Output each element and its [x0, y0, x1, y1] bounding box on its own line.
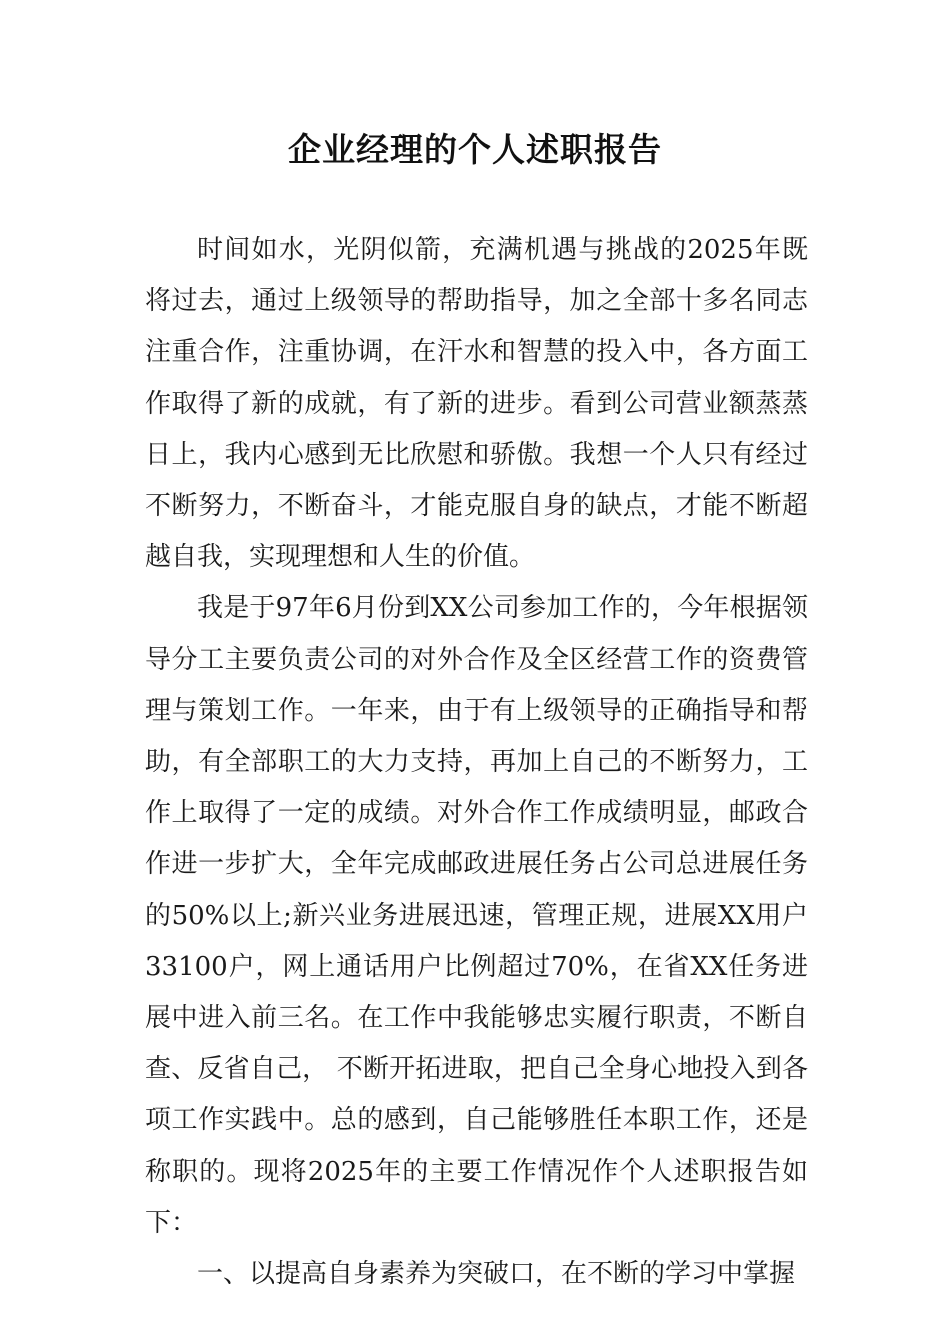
paragraph-section-one: 一、以提高自身素养为突破口，在不断的学习中掌握 [197, 1259, 796, 1290]
paragraph-background: 我是于97年6月份到XX公司参加工作的，今年根据领导分工主要负责公司的对外合作及全区经营工作的资费管理与策划工作。一年来，由于有上级领导的正确指导和帮助，有全部职工的大力支持，再加上自己的不断努力，工作上取得了一定的成绩。对外合作工作成绩明显，邮政合作进一步扩大，全年完成邮政进展任务占公司总进展任务的50%以上;新兴业务进展迅速，管理正规，进展XX用户33100户，网上通话用户比例超过70%，在省XX任务进展中进入前三名。在工作中我能够忠实履行职责，不断自查、反省自己， 不断开拓进取，把自己全身心地投入到各项工作实践中。总的感到，自己能够胜任本职工作，还是称职的。现将2025年的主要工作情况作个人述职报告如下： [145, 593, 808, 1238]
document-title: 企业经理的个人述职报告 [288, 130, 662, 169]
paragraph-intro: 时间如水，光阴似箭，充满机遇与挑战的2025年既将过去，通过上级领导的帮助指导，加之全部十多名同志注重合作，注重协调，在汗水和智慧的投入中，各方面工作取得了新的成就，有了新的进步。看到公司营业额蒸蒸日上，我内心感到无比欣慰和骄傲。我想一个人只有经过不断努力，不断奋斗，才能克服自身的缺点，才能不断超越自我，实现理想和人生的价值。 [145, 235, 808, 573]
document-body [145, 225, 808, 1300]
